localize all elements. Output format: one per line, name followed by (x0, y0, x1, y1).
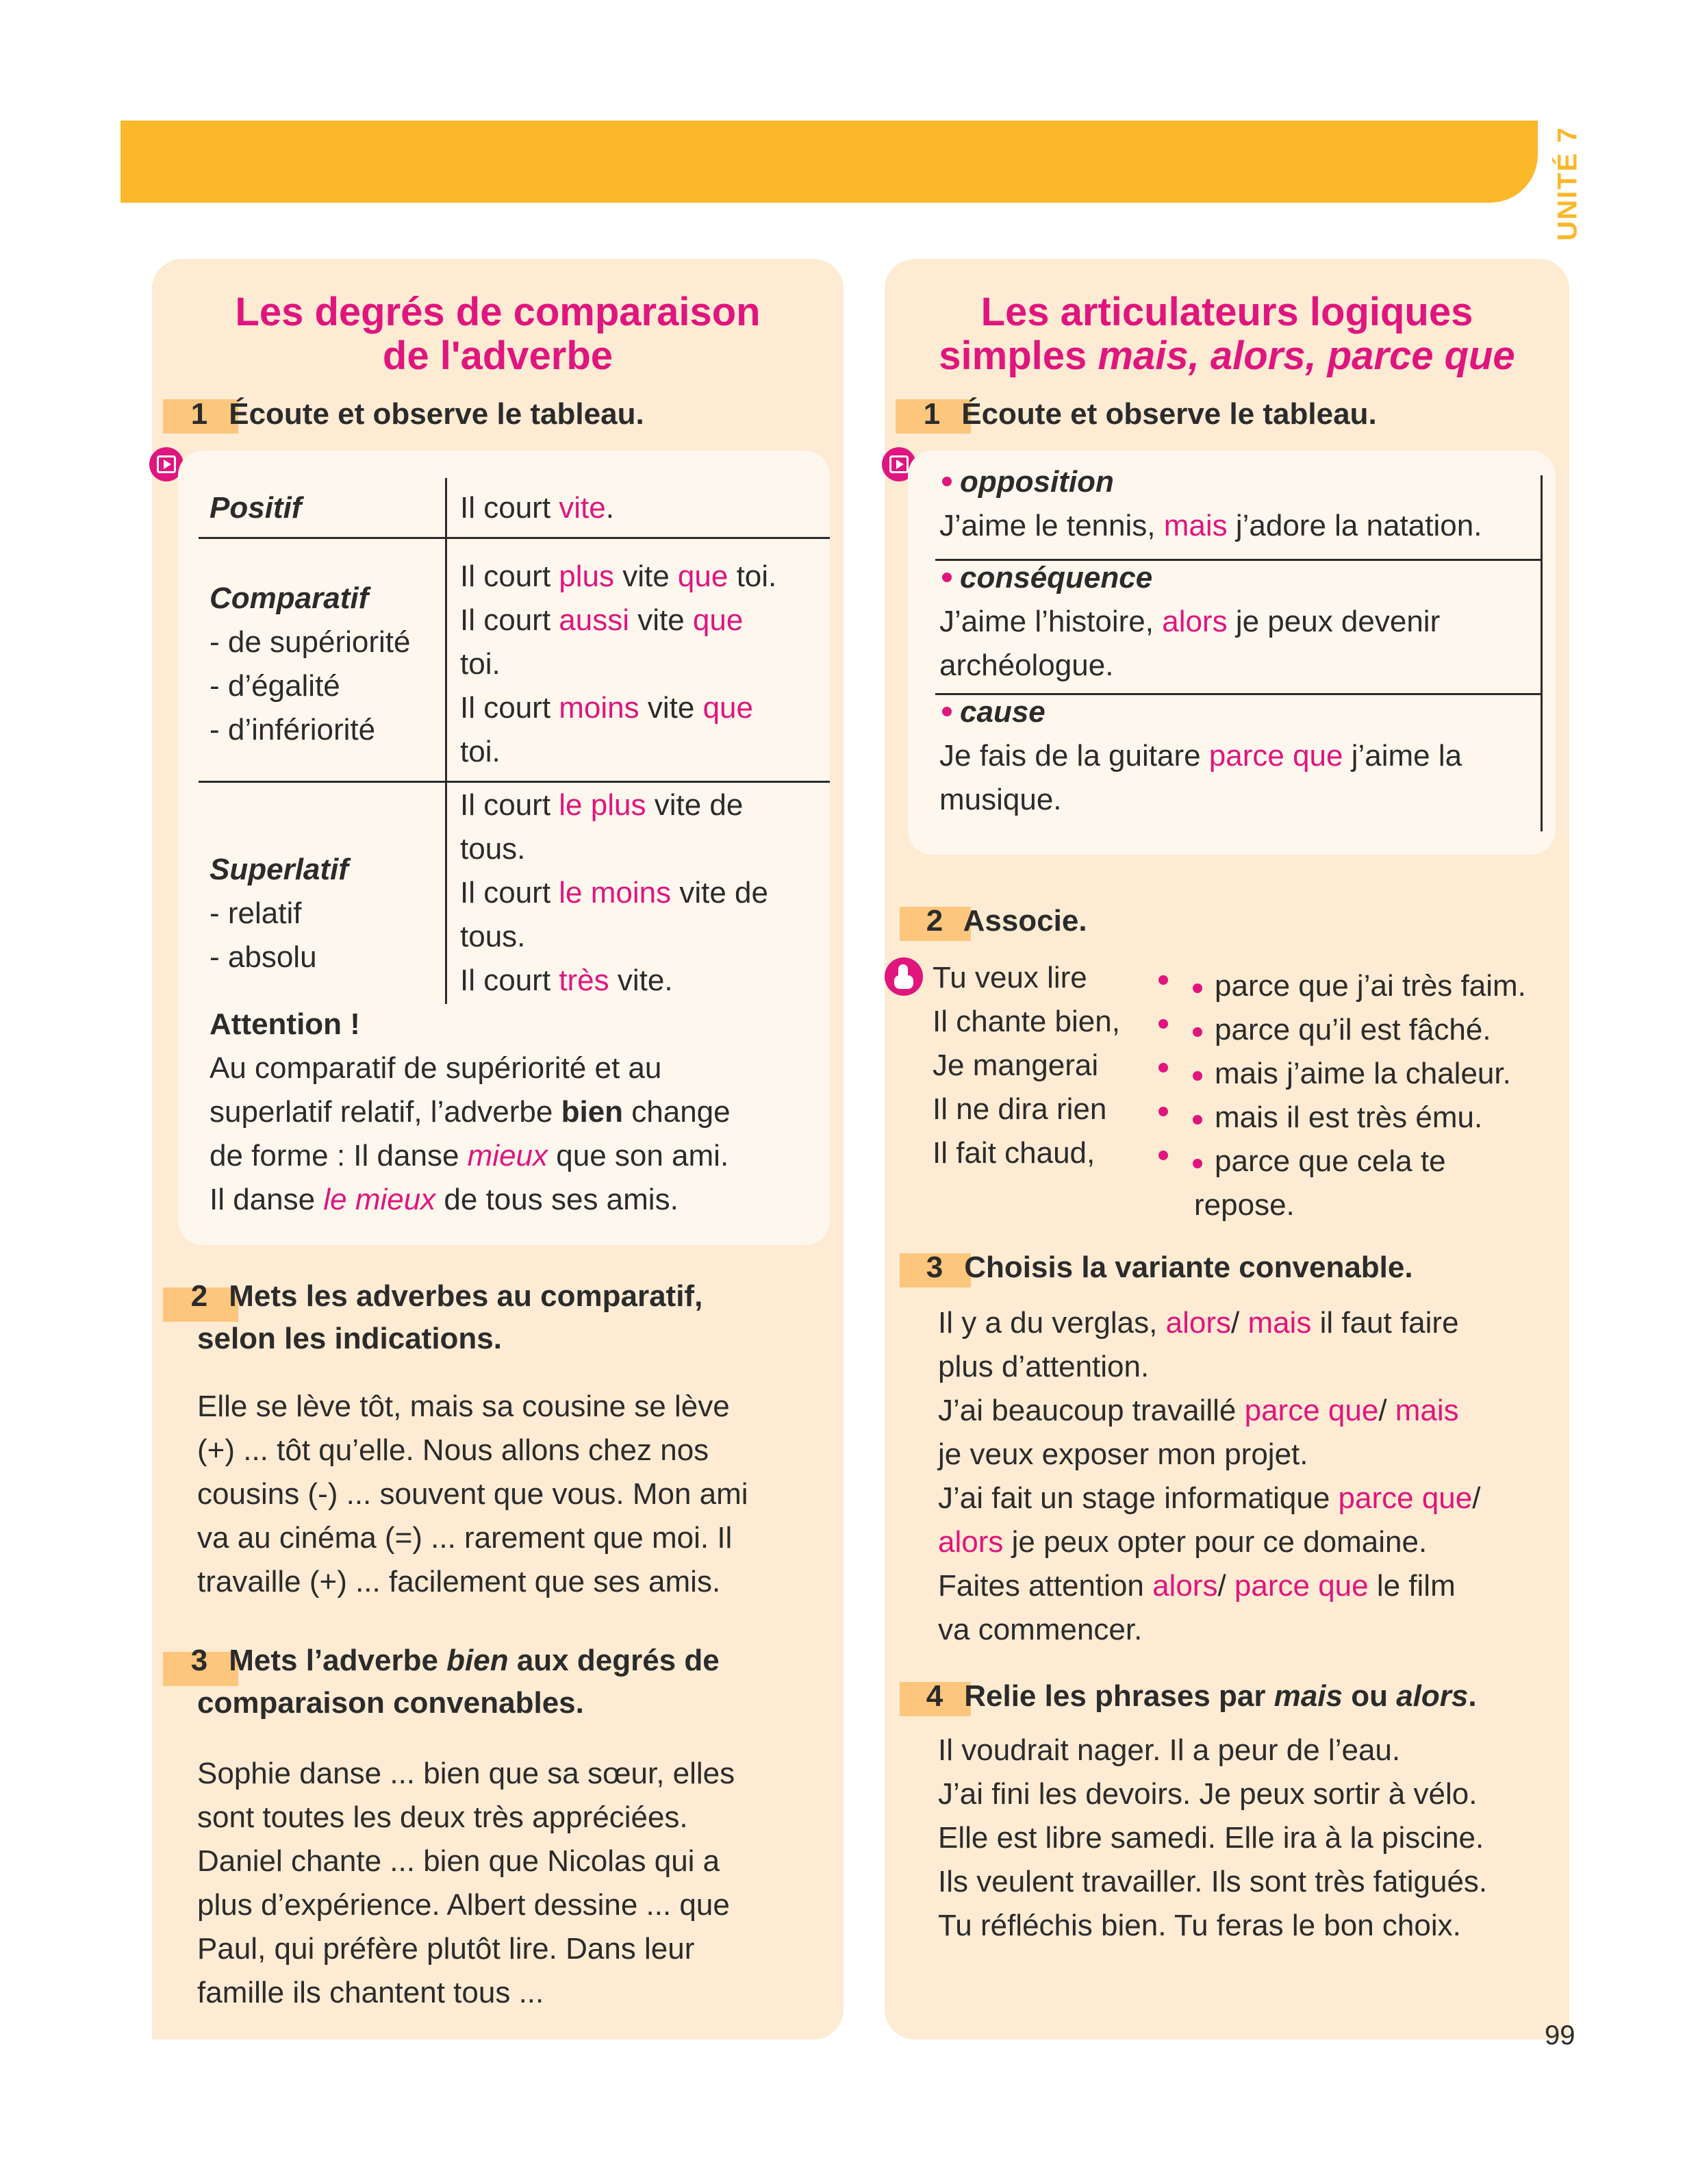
table-head-superlatif: Superlatif - relatif - absolu (210, 853, 349, 974)
left-table-box (178, 451, 830, 1245)
list-item[interactable]: mais il est très ému. (1215, 1101, 1483, 1134)
match-dot[interactable] (1193, 1159, 1202, 1168)
left-section3-text: Sophie danse ... bien que sa sœur, elles sont toutes les deux très appréciées. Daniel chante ... bien que Nicolas qui a plus d’expérience. Albert dessine ... que Paul, qui préfère plutôt lire. Dans leur famille ils chantent tous ... (197, 1757, 735, 2009)
left-column (152, 259, 844, 2039)
left-section1-heading: 1 Écoute et observe le tableau. (190, 397, 644, 431)
match-dot[interactable] (1158, 1107, 1168, 1116)
match-dot[interactable] (1193, 1027, 1202, 1037)
hand-pointer-icon[interactable] (885, 957, 923, 996)
match-dot[interactable] (1158, 1019, 1168, 1029)
match-dot[interactable] (1158, 1151, 1168, 1160)
associate-right-list (1215, 964, 1526, 1183)
list-item[interactable]: Tu veux lire (933, 961, 1087, 994)
match-dot[interactable] (1158, 975, 1168, 985)
right-table-box (908, 451, 1556, 855)
right-section2-heading: 2 Associe. (926, 904, 1087, 938)
match-dot[interactable] (1193, 1115, 1202, 1125)
table-head-positif: Positif (210, 491, 302, 525)
unit-header-bar (121, 121, 1538, 203)
associate-left-list (933, 956, 1120, 1175)
left-section2-text: Elle se lève tôt, mais sa cousine se lève (+) ... tôt qu’elle. Nous allons chez nos cousins (-) ... souvent que vous. Mon ami va au cinéma (=) ... rarement que moi. Il travaille (+) ... facilement que ses amis. (197, 1390, 748, 1598)
right-section1-heading: 1 Écoute et observe le tableau. (923, 397, 1377, 431)
list-item[interactable]: Je mangerai (933, 1049, 1099, 1082)
positif-example: Il court vite. (460, 491, 614, 525)
right-section4-text: Il voudrait nager. Il a peur de l’eau. J’ai fini les devoirs. Je peux sortir à vélo. Elle est libre samedi. Elle ira à la piscine. Ils veulent travailler. Ils sont très fatigués. Tu réfléchis bien. Tu feras le bon choix. (938, 1733, 1488, 1942)
match-dot[interactable] (1158, 1063, 1168, 1072)
list-item[interactable]: parce que cela te (1215, 1144, 1446, 1178)
right-title: Les articulateurs logiques simples mais, alors, parce que (939, 290, 1515, 378)
superlatif-examples: Il court le plus vite de tous. Il court le moins vite de tous. Il court très vite. (460, 788, 768, 997)
page-number: 99 (1545, 2020, 1575, 2050)
opposition-block: opposition J’aime le tennis, mais j’adore la natation. (939, 465, 1482, 542)
attention-note: Attention ! Au comparatif de supériorité et au superlatif relatif, l’adverbe bien change de forme : Il danse mieux que son ami. Il danse le mieux de tous ses amis. (210, 1007, 731, 1216)
right-section3-text: Il y a du verglas, alors/ mais il faut faire plus d’attention. J’ai beaucoup travaillé parce que/ mais je veux exposer mon projet. J’ai fait un stage informatique parce que/ alors je peux opter pour ce domaine. Faites attention alors/ parce que le film va commencer. (938, 1306, 1481, 1646)
right-section3-heading: 3 Choisis la variante convenable. (926, 1251, 1413, 1284)
left-title: Les degrés de comparaison de l'adverbe (235, 290, 761, 378)
associate-right-continuation: repose. (1194, 1188, 1295, 1222)
comparatif-examples: Il court plus vite que toi. Il court aussi vite que toi. Il court moins vite que toi. (460, 560, 777, 768)
right-column (885, 259, 1569, 2039)
list-item[interactable]: Il fait chaud, (933, 1136, 1095, 1170)
list-item[interactable]: parce qu’il est fâché. (1215, 1013, 1491, 1046)
match-dot[interactable] (1193, 983, 1202, 993)
left-section3-heading: 3 Mets l’adverbe bien aux degrés de comparaison convenables. (190, 1644, 720, 1720)
table-head-comparatif: Comparatif - de supériorité - d’égalité - d’infériorité (210, 581, 411, 746)
consequence-block: conséquence J’aime l’histoire, alors je peux devenir archéologue. (939, 561, 1441, 682)
right-section4-heading: 4 Relie les phrases par mais ou alors. (926, 1679, 1477, 1713)
list-item[interactable]: Il chante bien, (933, 1005, 1120, 1038)
list-item[interactable]: Il ne dira rien (933, 1092, 1107, 1126)
unit-label: UNITÉ 7 (1552, 126, 1583, 241)
left-section2-heading: 2 Mets les adverbes au comparatif, selon les indications. (190, 1279, 703, 1355)
cause-block: cause Je fais de la guitare parce que j’aime la musique. (939, 695, 1462, 816)
match-dot[interactable] (1193, 1071, 1202, 1081)
list-item[interactable]: parce que j’ai très faim. (1215, 969, 1526, 1003)
list-item[interactable]: mais j’aime la chaleur. (1215, 1057, 1511, 1090)
